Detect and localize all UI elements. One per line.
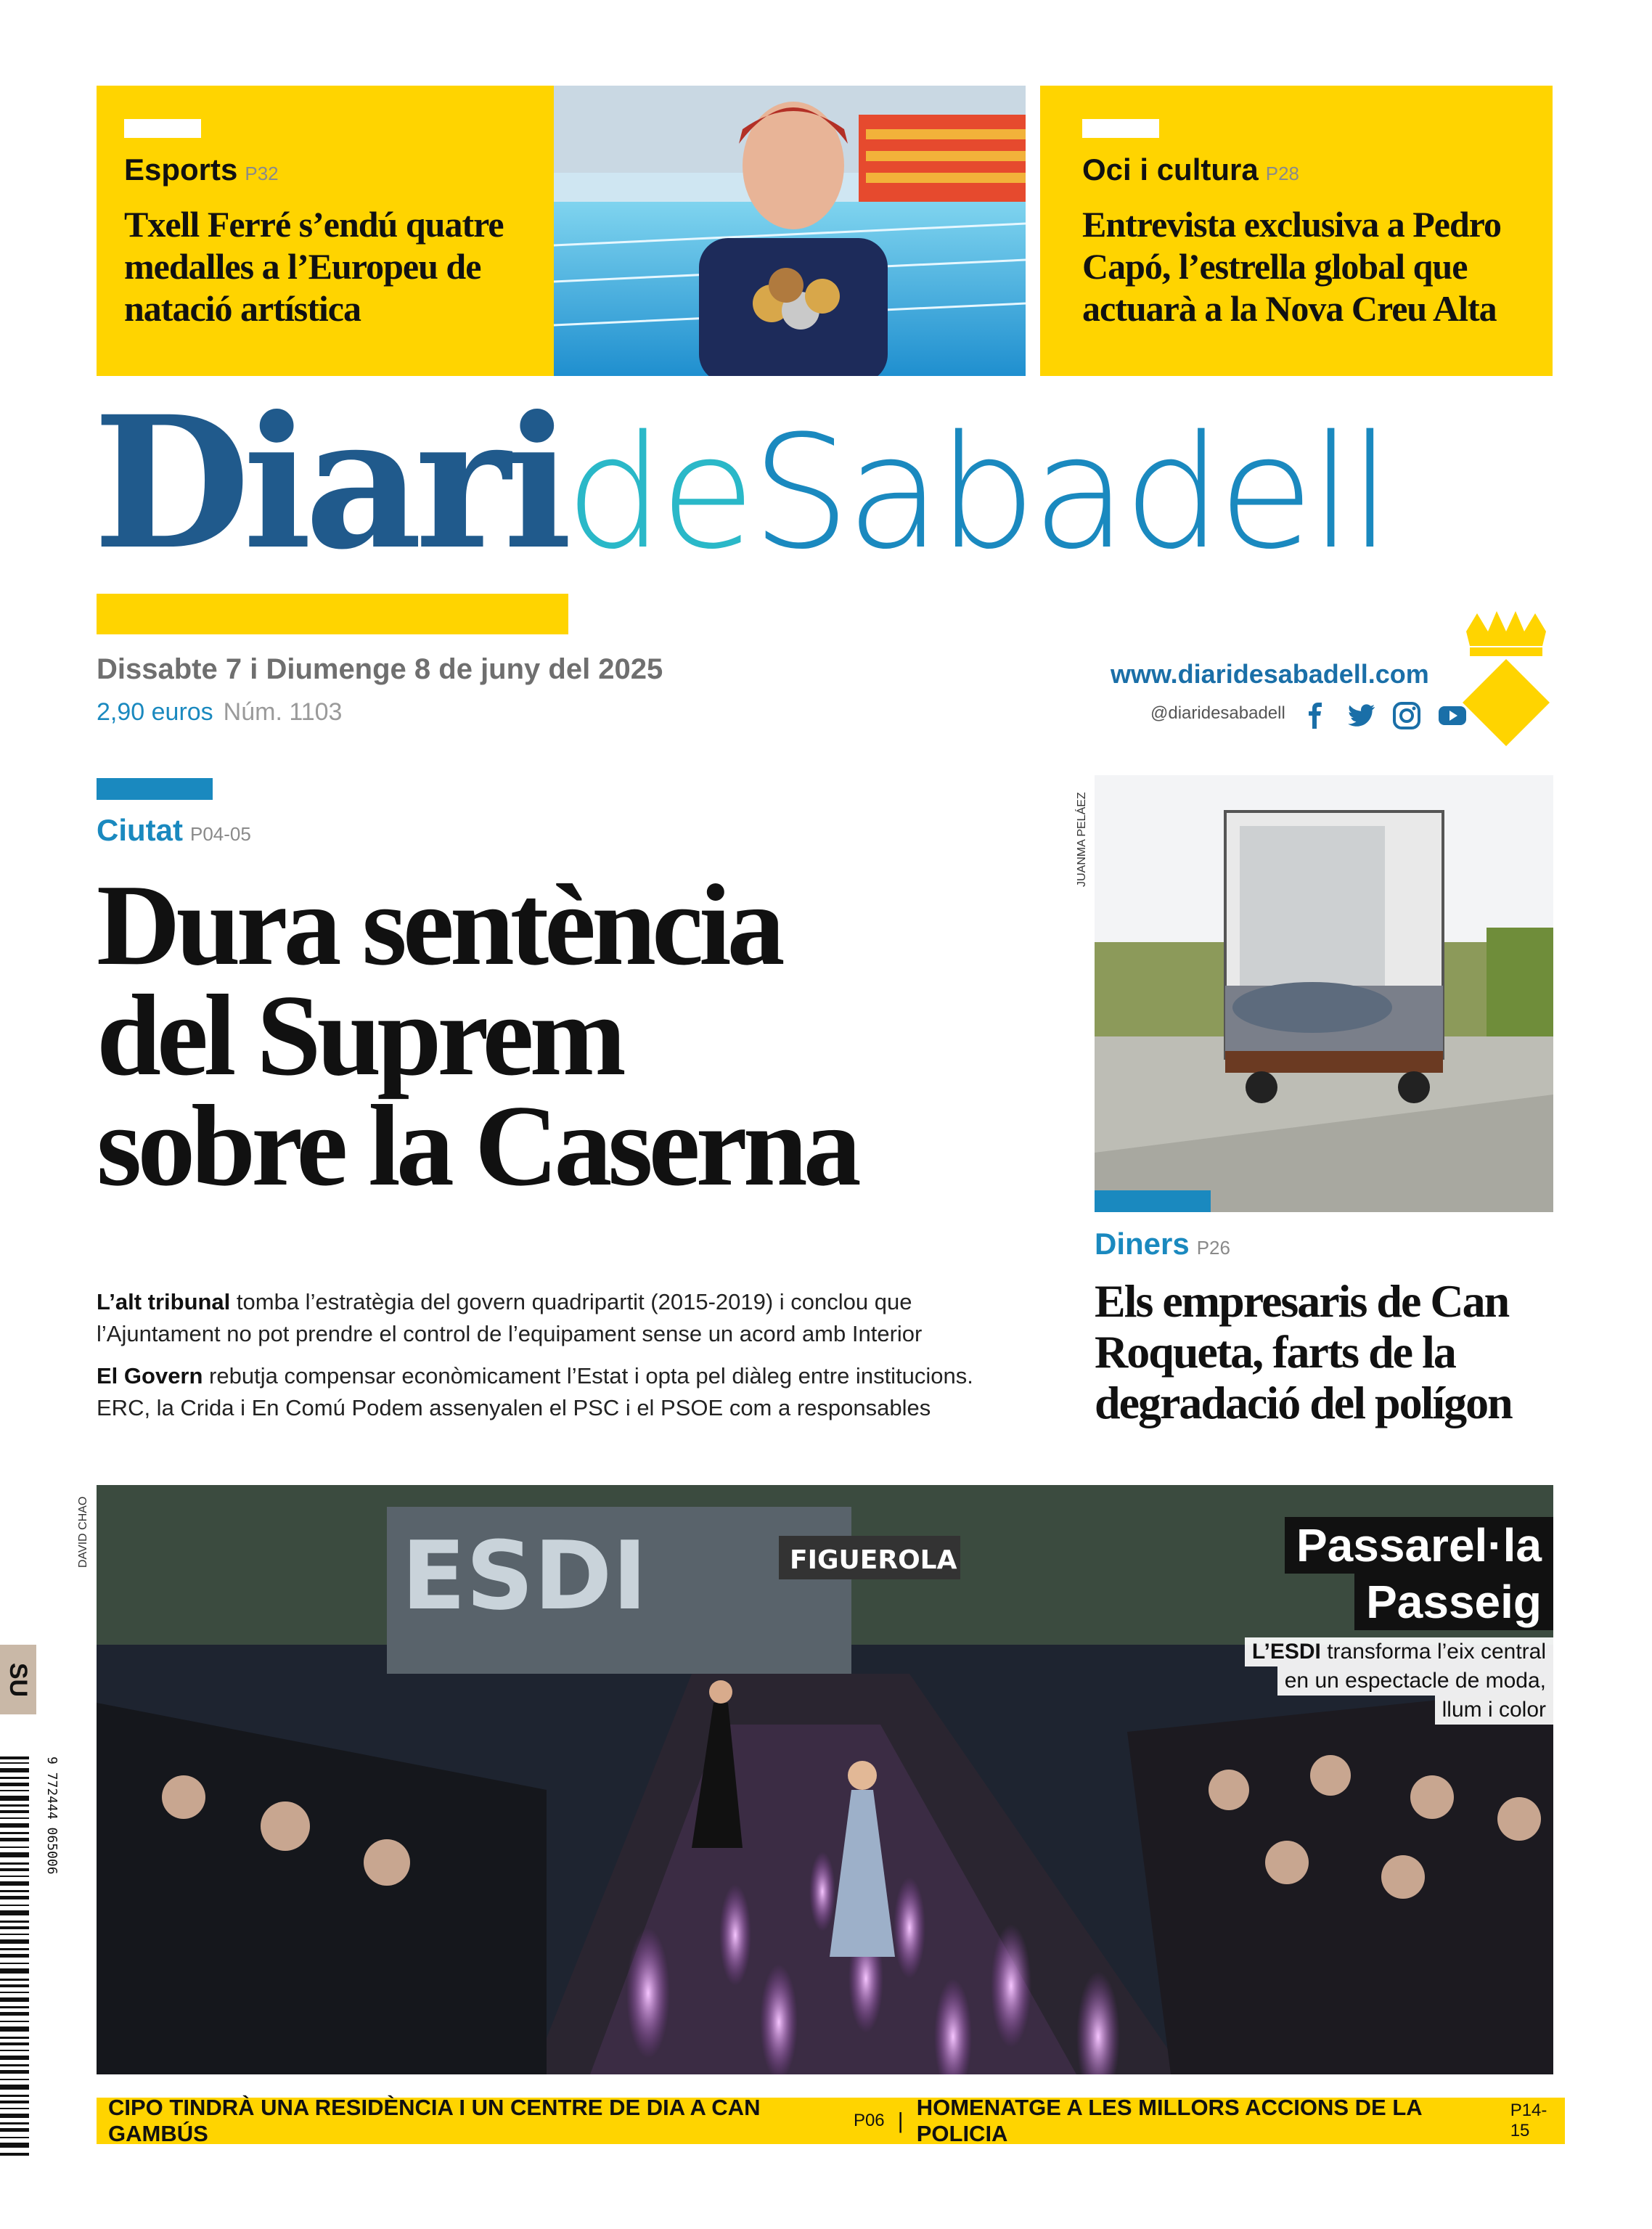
barcode-icon (0, 1756, 29, 2156)
promo-left-section: Esports P32 (124, 152, 279, 187)
store-sign: FIGUEROLA (790, 1545, 957, 1575)
bottom-headline-1-page: P06 (853, 2111, 885, 2130)
masthead-diari: Diari (93, 376, 565, 589)
bottom-headline-1[interactable]: CIPO TINDRÀ UNA RESIDÈNCIA I UN CENTRE DE DIA A CAN GAMBÚS (108, 2095, 761, 2146)
truck-photo-image (1095, 775, 1553, 1212)
edition-issue: Núm. 1103 (223, 698, 343, 726)
main-story-accent-bar (97, 778, 213, 800)
barcode-digits: 9 772444 065006 (44, 1756, 60, 1875)
truck-photo[interactable] (1095, 775, 1553, 1212)
promo-left-headline[interactable]: Txell Ferré s’endú quatre medalles a l’Europeu de natació artística (124, 204, 504, 329)
main-deck-2: El Govern rebutja compensar econòmicament l’Estat i opta pel diàleg entre institucions. ERC, la Crida i En Comú Podem assenyalen el PSC i el PSOE com a responsables (97, 1363, 973, 1420)
main-story-section: Ciutat P04-05 (97, 813, 251, 847)
photo-title-line1: Passarel·la (1285, 1517, 1553, 1574)
promo-swimmer-photo[interactable] (554, 86, 1026, 376)
swimmer-photo-image (554, 86, 1026, 376)
instagram-icon[interactable] (1392, 701, 1421, 730)
masthead-logo[interactable] (93, 376, 1388, 589)
promo-accent-bar (1082, 119, 1159, 138)
masthead-de: de (565, 401, 752, 584)
promo-left[interactable] (97, 86, 554, 376)
promo-right[interactable] (1040, 86, 1553, 376)
photo-sub-line1: L’ESDI transforma l’eix central (1245, 1637, 1553, 1666)
side-story-section: Diners P26 (1095, 1227, 1230, 1261)
side-story-accent-bar (1095, 1190, 1211, 1212)
side-tab: SU (0, 1645, 36, 1714)
bottom-headline-2[interactable]: HOMENATGE A LES MILLORS ACCIONS DE LA POLICIA (916, 2095, 1422, 2146)
side-photo-credit: JUANMA PELÁEZ (1076, 792, 1088, 887)
promo-right-headline[interactable]: Entrevista exclusiva a Pedro Capó, l’estrella global que actuarà a la Nova Creu Alta (1082, 204, 1502, 329)
big-photo-credit: DAVID CHAO (77, 1496, 89, 1568)
photo-caption[interactable] (1118, 1517, 1553, 1725)
bottom-separator: | (897, 2108, 904, 2133)
photo-title-line2: Passeig (1354, 1574, 1553, 1630)
masthead-underline (97, 594, 568, 634)
masthead-sabadell: Sabadell (751, 401, 1388, 584)
photo-sub-line3: llum i color (1435, 1696, 1553, 1725)
social-handle[interactable]: @diaridesabadell (1150, 703, 1285, 724)
sabadell-crest-icon (1459, 610, 1553, 748)
website-link[interactable]: www.diaridesabadell.com (1111, 659, 1429, 689)
main-headline[interactable]: Dura sentència del Suprem sobre la Caserna (97, 860, 857, 1210)
esdi-sign: ESDI (401, 1521, 647, 1631)
edition-price-issue (97, 698, 342, 727)
runway-photo[interactable] (97, 1485, 1553, 2074)
edition-price: 2,90 euros (97, 698, 213, 726)
promo-accent-bar (124, 119, 201, 138)
edition-date: Dissabte 7 i Diumenge 8 de juny del 2025 (97, 653, 663, 685)
barcode (0, 1756, 60, 2156)
main-deck-1: L’alt tribunal tomba l’estratègia del govern quadripartit (2015-2019) i conclou que l’Ajuntament no pot prendre el control de l’equipament sense un acord amb Interior (97, 1289, 923, 1346)
twitter-icon[interactable] (1347, 701, 1376, 730)
photo-sub-line2: en un espectacle de moda, (1277, 1666, 1553, 1696)
facebook-icon[interactable] (1301, 701, 1330, 730)
side-headline[interactable]: Els empresaris de Can Roqueta, farts de la degradació del polígon (1095, 1275, 1512, 1428)
promo-right-section: Oci i cultura P28 (1082, 152, 1299, 187)
bottom-headline-2-page: P14-15 (1510, 2101, 1547, 2140)
social-bar (1150, 701, 1467, 730)
bottom-headlines-strip (97, 2095, 1565, 2146)
